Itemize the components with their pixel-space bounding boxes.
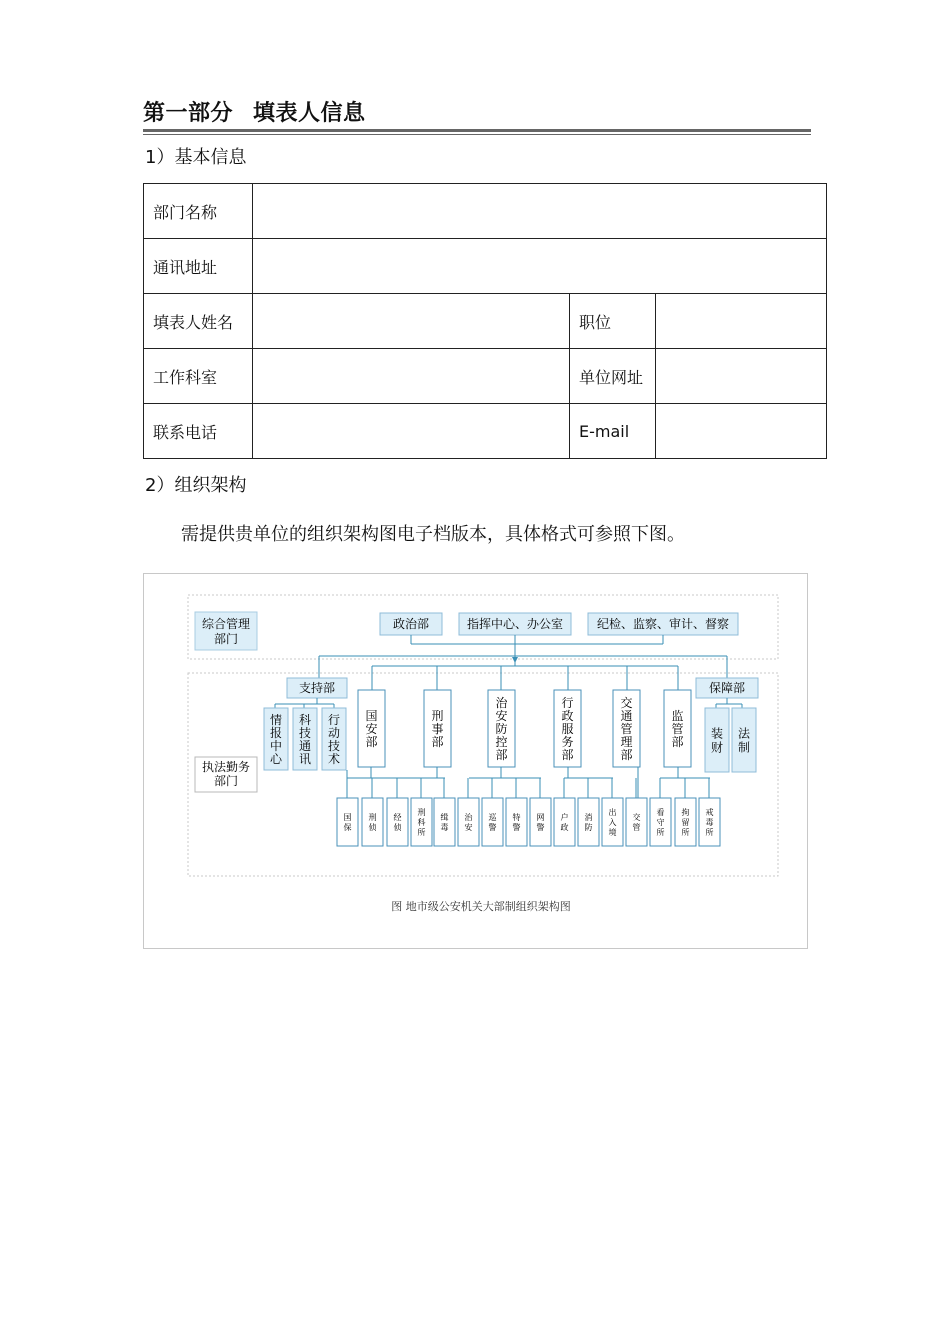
- table-row: [144, 404, 827, 459]
- address-label: 通讯地址: [144, 239, 253, 294]
- main-dept-0: [358, 690, 385, 767]
- bottom-unit-2-label: 经侦: [393, 813, 402, 833]
- bottom-unit-3: [411, 798, 432, 846]
- phone-field[interactable]: [253, 404, 570, 459]
- support-unit-0: [264, 708, 288, 770]
- main-dept-1-label: 刑事部: [431, 709, 444, 750]
- main-dept-1: [424, 690, 451, 767]
- support-unit-0-label: 情报中心: [269, 713, 283, 767]
- bottom-unit-8-label: 网警: [536, 813, 545, 833]
- org-chart-caption: 图 地市级公安机关大部制组织架构图: [391, 900, 571, 913]
- bottom-unit-11-label: 出入境: [608, 808, 617, 838]
- bottom-unit-5-label: 治安: [464, 813, 473, 833]
- position-field[interactable]: [656, 294, 827, 349]
- bottom-connectors: [347, 767, 710, 798]
- bottom-unit-10-label: 消防: [584, 813, 593, 833]
- bottom-unit-11: [602, 798, 623, 846]
- section-org-title: 2）组织架构: [145, 475, 247, 496]
- support-dept: 支持部: [298, 681, 336, 695]
- bottom-unit-4: [434, 798, 455, 846]
- bottom-unit-3-label: 刑科所: [417, 808, 426, 838]
- main-dept-4: [613, 690, 640, 767]
- support-unit-1-label: 科技通讯: [298, 713, 312, 767]
- guarantee-unit-0: [705, 708, 729, 772]
- title-rule-thin: [143, 134, 811, 135]
- bottom-unit-14-label: 拘留所: [681, 808, 690, 838]
- top-unit-command: 指挥中心、办公室: [466, 617, 564, 631]
- position-label: 职位: [570, 294, 656, 349]
- main-dept-3: [554, 690, 581, 767]
- main-dept-0-label: 国安部: [365, 709, 378, 750]
- support-unit-2: [322, 708, 346, 770]
- website-label: 单位网址: [570, 349, 656, 404]
- office-field[interactable]: [253, 349, 570, 404]
- support-unit-1: [293, 708, 317, 770]
- bottom-unit-7-label: 特警: [512, 813, 521, 833]
- title-part: 第一部分: [143, 101, 234, 126]
- bottom-unit-8: [530, 798, 551, 846]
- guarantee-connectors: [716, 698, 742, 708]
- page-title: [143, 96, 366, 127]
- title-rule-thick: [143, 129, 811, 132]
- dept-name-field[interactable]: [253, 184, 827, 239]
- website-field[interactable]: [656, 349, 827, 404]
- filler-name-field[interactable]: [253, 294, 570, 349]
- section-basic-info-title: 1）基本信息: [145, 147, 247, 168]
- guarantee-unit-1-label: 法制: [737, 726, 751, 755]
- title-text: 填表人信息: [253, 101, 366, 126]
- guarantee-units: [705, 708, 756, 772]
- table-row: [144, 294, 827, 349]
- bottom-unit-12-label: 交管: [632, 813, 641, 833]
- bottom-unit-5: [458, 798, 479, 846]
- office-label: 工作科室: [144, 349, 253, 404]
- org-instruction: 需提供贵单位的组织架构图电子档版本，具体格式可参照下图。: [181, 524, 685, 545]
- bottom-unit-12: [626, 798, 647, 846]
- top-unit-politics: 政治部: [392, 617, 430, 631]
- bottom-unit-1-label: 刑侦: [368, 813, 377, 833]
- bottom-unit-9: [554, 798, 575, 846]
- bottom-unit-6-label: 巡警: [488, 813, 497, 833]
- table-row: [144, 349, 827, 404]
- law-group-label-line2: 部门: [213, 774, 239, 788]
- table-row: [144, 184, 827, 239]
- dept-name-label: 部门名称: [144, 184, 253, 239]
- basic-info-table: [143, 183, 827, 459]
- guarantee-unit-1: [732, 708, 756, 772]
- bottom-unit-10: [578, 798, 599, 846]
- guarantee-dept: 保障部: [708, 681, 746, 695]
- support-connectors: [275, 698, 334, 708]
- bottom-unit-1: [362, 798, 383, 846]
- support-units: [264, 708, 346, 770]
- org-chart-figure: [143, 573, 808, 949]
- email-field[interactable]: [656, 404, 827, 459]
- main-dept-5: [664, 690, 691, 767]
- bottom-unit-13: [650, 798, 671, 846]
- bottom-unit-15-label: 戒毒所: [705, 808, 714, 838]
- address-field[interactable]: [253, 239, 827, 294]
- admin-group-label-line1: 综合管理: [201, 617, 251, 631]
- main-dept-2-label: 治安防控部: [495, 696, 508, 763]
- filler-name-label: 填表人姓名: [144, 294, 253, 349]
- bottom-unit-7: [506, 798, 527, 846]
- law-group-label: [195, 757, 257, 792]
- bottom-unit-14: [675, 798, 696, 846]
- bottom-unit-6: [482, 798, 503, 846]
- guarantee-unit-0-label: 装财: [710, 726, 724, 755]
- main-dept-3-label: 行政服务部: [561, 696, 574, 763]
- bottom-units: [337, 798, 720, 846]
- org-chart: [144, 574, 807, 948]
- main-depts: [358, 690, 691, 767]
- table-row: [144, 239, 827, 294]
- main-dept-5-label: 监管部: [671, 709, 684, 750]
- main-dept-2: [488, 690, 515, 767]
- email-label: E-mail: [570, 404, 656, 459]
- bottom-unit-0: [337, 798, 358, 846]
- bottom-unit-13-label: 看守所: [656, 808, 665, 838]
- bottom-unit-0-label: 国保: [343, 813, 352, 833]
- phone-label: 联系电话: [144, 404, 253, 459]
- admin-group-label-line2: 部门: [213, 632, 239, 646]
- law-group-label-line1: 执法勤务: [201, 760, 251, 774]
- main-dept-4-label: 交通管理部: [620, 696, 633, 763]
- admin-group-label: [195, 612, 257, 650]
- support-unit-2-label: 行动技术: [327, 713, 341, 767]
- top-connectors: [319, 635, 727, 690]
- bottom-unit-2: [387, 798, 408, 846]
- bottom-unit-4-label: 缉毒: [440, 813, 449, 833]
- bottom-unit-9-label: 户政: [560, 813, 569, 833]
- top-unit-discipline: 纪检、监察、审计、督察: [596, 617, 730, 631]
- bottom-unit-15: [699, 798, 720, 846]
